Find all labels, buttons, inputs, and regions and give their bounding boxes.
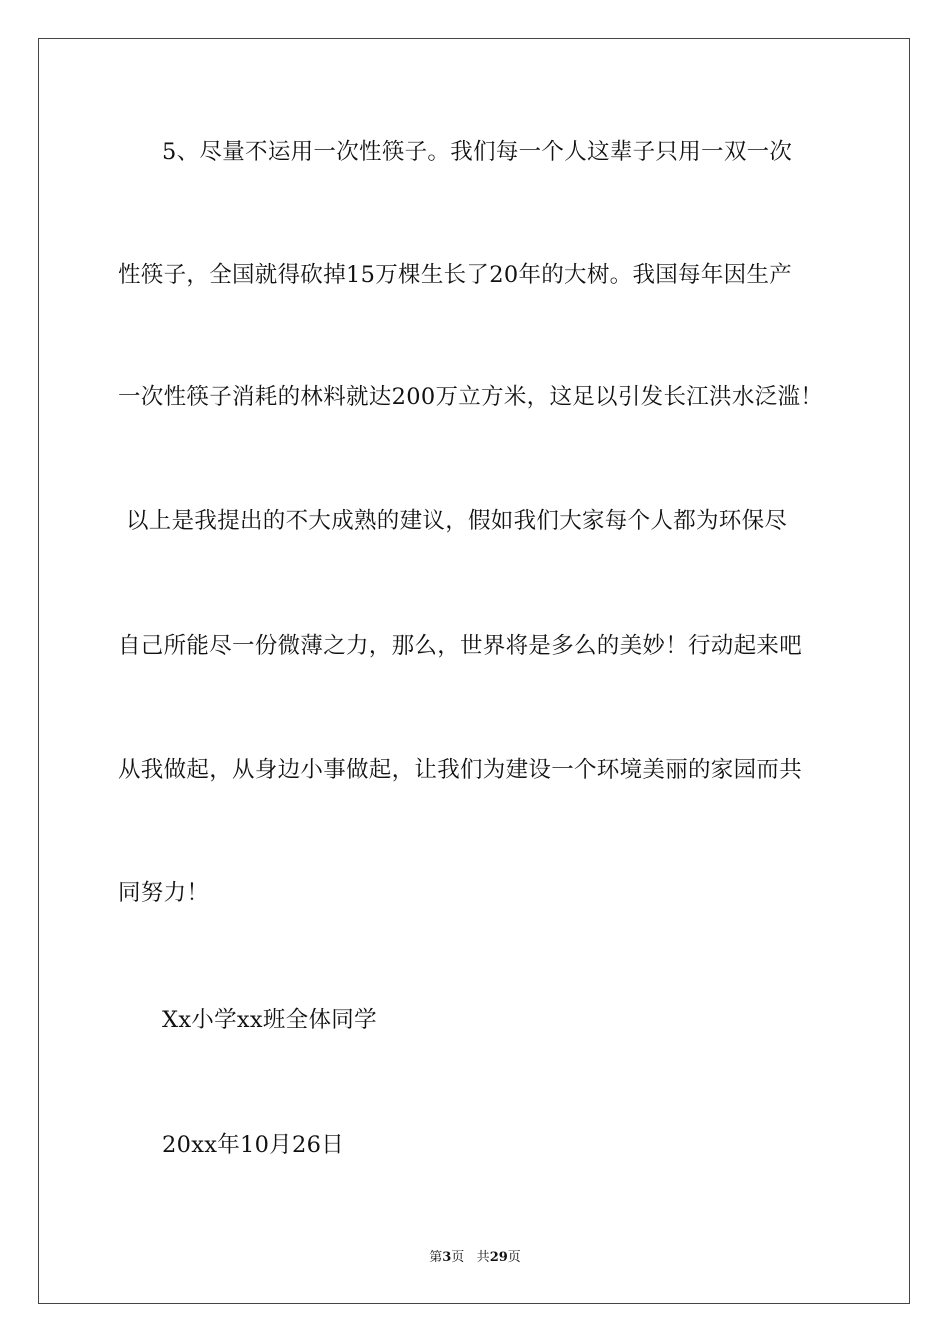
body-paragraph-line-6: 从我做起，从身边小事做起，让我们为建设一个环境美丽的家园而共 xyxy=(118,757,803,783)
date: 20xx年10月26日 xyxy=(162,1132,345,1158)
page-border xyxy=(38,38,910,1304)
footer-total-suffix: 页 xyxy=(507,1250,521,1265)
body-paragraph-line-1: 5、尽量不运用一次性筷子。我们每一个人这辈子只用一双一次 xyxy=(162,139,793,165)
page-footer xyxy=(0,1246,950,1265)
body-paragraph-line-3: 一次性筷子消耗的林料就达200万立方米，这足以引发长江洪水泛滥！ xyxy=(118,384,824,410)
footer-page-suffix: 页 xyxy=(451,1250,465,1265)
footer-total-prefix: 共 xyxy=(476,1250,490,1265)
body-paragraph-line-7: 同努力！ xyxy=(118,880,210,906)
footer-total-pages: 29 xyxy=(489,1250,508,1265)
body-paragraph-line-2: 性筷子，全国就得砍掉15万棵生长了20年的大树。我国每年因生产 xyxy=(118,262,793,288)
footer-page-number: 3 xyxy=(442,1250,452,1265)
signature: Xx小学xx班全体同学 xyxy=(162,1007,377,1033)
body-paragraph-line-4: 以上是我提出的不大成熟的建议，假如我们大家每个人都为环保尽 xyxy=(126,508,788,534)
body-paragraph-line-5: 自己所能尽一份微薄之力，那么，世界将是多么的美妙！行动起来吧 xyxy=(118,633,803,659)
footer-page-prefix: 第 xyxy=(429,1250,443,1265)
